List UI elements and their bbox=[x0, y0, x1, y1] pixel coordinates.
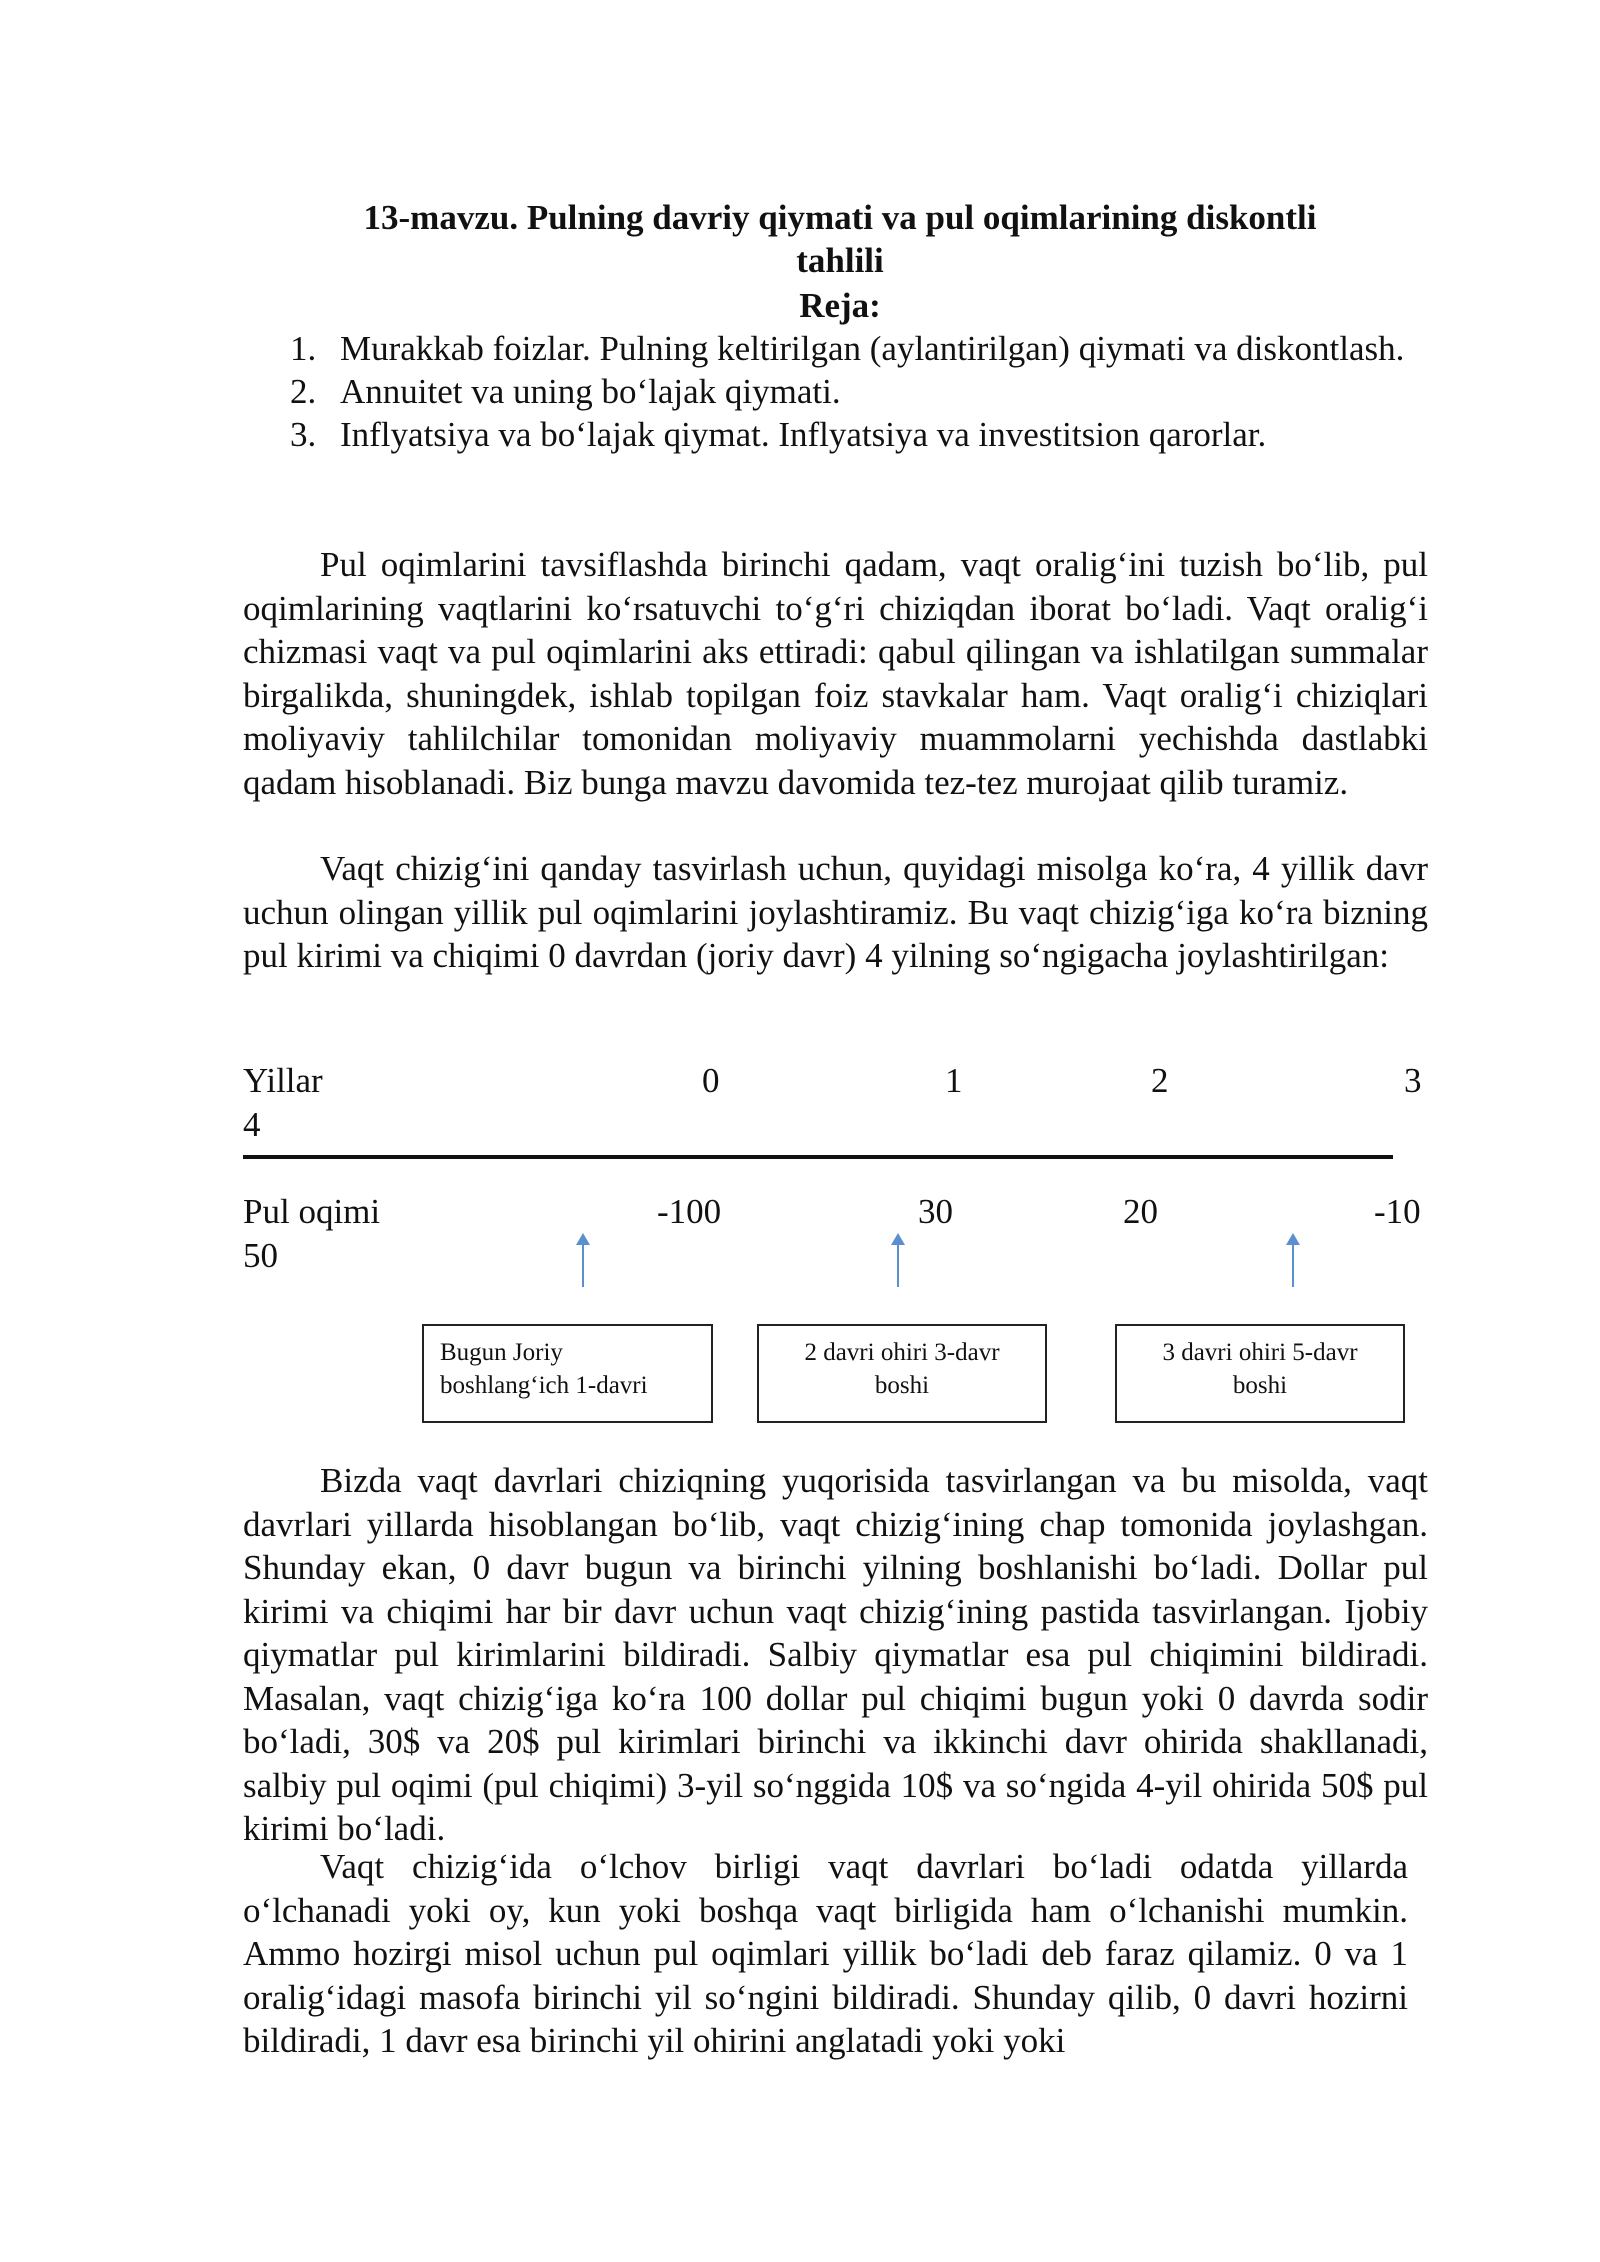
paragraph-timeline-explanation: Bizda vaqt davrlari chiziqning yuqorisida tasvirlangan va bu misolda, vaqt davrlari yillarda hisoblangan bo‘lib, vaqt chizig‘ining chap tomonida joylashgan. Shunday ekan, 0 davr bugun va birinchi yilning boshlanishi bo‘ladi. Dollar pul kirimi va chiqimi har bir davr uchun vaqt chizig‘ining pastida tasvirlangan. Ijobiy qiymatlar pul kirimlarini bildiradi. Salbiy qiymatlar esa pul chiqimini bildiradi. Masalan, vaqt chizig‘iga ko‘ra 100 dollar pul chiqimi bugun yoki 0 davrda sodir bo‘ladi, 30$ va 20$ pul kirimlari birinchi va ikkinchi davr ohirida shakllanadi, salbiy pul oqimi (pul chiqimi) 3-yil so‘nggida 10$ va so‘ngida 4-yil ohirida 50$ pul kirimi bo‘ladi. bbox=[243, 1461, 1428, 1848]
note-line: 3 davri ohiri 5-davr bbox=[1162, 1339, 1358, 1366]
plan-item-text: Inflyatsiya va bo‘lajak qiymat. Inflyatsiya va investitsion qarorlar. bbox=[340, 415, 1267, 454]
up-arrow-icon bbox=[890, 1233, 906, 1289]
plan-item-text: Murakkab foizlar. Pulning keltirilgan (aylantirilgan) qiymati va diskontlash. bbox=[340, 329, 1405, 368]
document-title-line-2: tahlili bbox=[796, 241, 884, 280]
paragraph-intro: Pul oqimlarini tavsiflashda birinchi qadam, vaqt oralig‘ini tuzish bo‘lib, pul oqimlarining vaqtlarini ko‘rsatuvchi to‘g‘ri chiziqdan iborat bo‘ladi. Vaqt oralig‘i chizmasi vaqt va pul oqimlarini aks ettiradi: qabul qilingan va ishlatilgan summalar birgalikda, shuningdek, ishlab topilgan foiz stavkalar ham. Vaqt oralig‘i chiziqlari moliyaviy tahlilchilar tomonidan moliyaviy muammolarni yechishda dastlabki qadam hisoblanadi. Biz bunga mavzu davomida tez-tez murojaat qilib turamiz. bbox=[243, 545, 1428, 802]
timeline-note-box bbox=[1115, 1324, 1405, 1423]
plan-item-number: 1. bbox=[290, 329, 317, 368]
plan-item bbox=[290, 370, 1405, 413]
note-line: Bugun Joriy bbox=[440, 1339, 563, 1366]
note-line: boshi bbox=[874, 1372, 930, 1399]
timeline-note-box bbox=[757, 1324, 1047, 1423]
plan-item-number: 2. bbox=[290, 372, 317, 411]
year-tick: 1 bbox=[945, 1061, 963, 1100]
year-tick: 3 bbox=[1404, 1061, 1422, 1100]
plan-item-text: Annuitet va uning bo‘lajak qiymati. bbox=[340, 372, 841, 411]
plan-heading: Reja: bbox=[799, 286, 881, 325]
timeline-note-box bbox=[422, 1324, 713, 1423]
plan-item bbox=[290, 413, 1405, 456]
timeline-axis-line bbox=[243, 1155, 1393, 1159]
plan-item bbox=[290, 327, 1405, 370]
year-tick: 0 bbox=[702, 1061, 720, 1100]
cashflow-label: Pul oqimi bbox=[243, 1192, 381, 1231]
note-line: 2 davri ohiri 3-davr bbox=[804, 1339, 1000, 1366]
plan-item-number: 3. bbox=[290, 415, 317, 454]
cashflow-value: -100 bbox=[657, 1192, 722, 1231]
note-line: boshi bbox=[1232, 1372, 1288, 1399]
cashflow-value: 20 bbox=[1123, 1192, 1158, 1231]
years-label: Yillar bbox=[243, 1061, 323, 1100]
paragraph-time-units: Vaqt chizig‘ida o‘lchov birligi vaqt davrlari bo‘ladi odatda yillarda o‘lchanadi yoki oy, kun yoki boshqa vaqt birligida ham o‘lchanishi mumkin. Ammo hozirgi misol uchun pul oqimlari yillik bo‘ladi deb faraz qilamiz. 0 va 1 oralig‘idagi masofa birinchi yil so‘ngini bildiradi. Shunday qilib, 0 davri hozirni bildiradi, 1 davr esa birinchi yil ohirini anglatadi yoki yoki bbox=[243, 1847, 1408, 2060]
cashflow-value: 50 bbox=[243, 1236, 278, 1275]
year-tick: 2 bbox=[1151, 1061, 1169, 1100]
cashflow-value: -10 bbox=[1374, 1192, 1421, 1231]
note-line: boshlang‘ich 1-davri bbox=[440, 1372, 648, 1399]
year-tick: 4 bbox=[243, 1105, 261, 1144]
document-title-line-1: 13-mavzu. Pulning davriy qiymati va pul oqimlarining diskontli bbox=[363, 198, 1317, 237]
up-arrow-icon bbox=[575, 1233, 591, 1289]
cashflow-value: 30 bbox=[918, 1192, 953, 1231]
plan-list bbox=[290, 327, 1405, 456]
up-arrow-icon bbox=[1285, 1233, 1301, 1289]
paragraph-timeline-intro: Vaqt chizig‘ini qanday tasvirlash uchun, quyidagi misolga ko‘ra, 4 yillik davr uchun olingan yillik pul oqimlarini joylashtiramiz. Bu vaqt chizig‘iga ko‘ra bizning pul kirimi va chiqimi 0 davrdan (joriy davr) 4 yilning so‘ngigacha joylashtirilgan: bbox=[243, 849, 1428, 975]
